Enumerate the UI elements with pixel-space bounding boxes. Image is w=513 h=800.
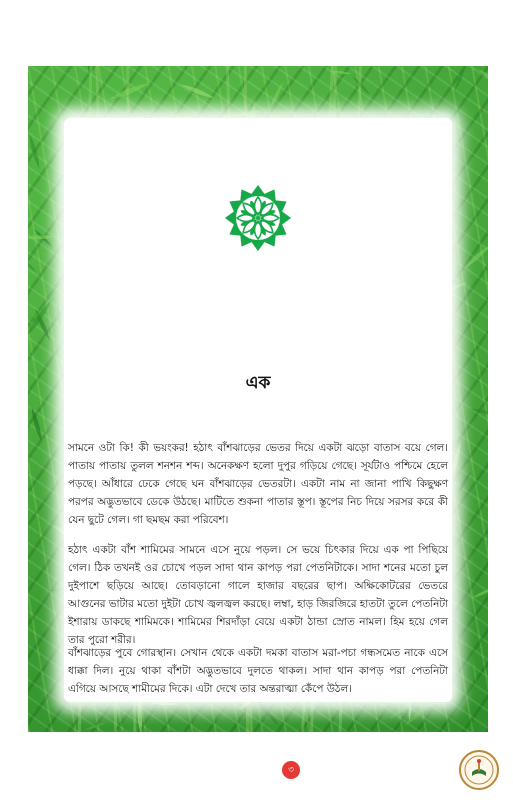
mandala-ornament-icon — [224, 184, 292, 252]
page-number-badge: ৩ — [282, 761, 300, 779]
paragraph-3: বাঁশঝাড়ের পুবে গোরস্থান। সেখান থেকে একটা দমকা বাতাস মরা-পচা গন্ধসমেত নাকে এসে ধাক্কা দিল। নুয়ে থাকা বাঁশটা অদ্ভুতভাবে দুলতে থাকল। সাদা থান কাপড় পরা পেতনিটা এগিয়ে আসছে শামীমের দিকে। এটা দেখে তার অন্তরাত্মা কেঁপে উঠল। — [68, 647, 448, 695]
text-panel — [64, 118, 452, 775]
page-frame — [28, 66, 488, 775]
paragraph-2: হঠাৎ একটা বাঁশ শামিমের সামনে এসে নুয়ে পড়ল। সে ভয়ে চিৎকার দিয়ে এক পা পিছিয়ে গেল। ঠিক তখনই ওর চোখে পড়ল সাদা থান কাপড় পরা পেতনিটাকে। সাদা শনের মতো চুল দুইপাশে ছড়িয়ে আছে। তোবড়ানো গালে হাজার বছরের ছাপ। অক্ষিকোটরের ভেতরে আগুনের ভাটার মতো দুইটা চোখ জ্বলজ্বল করছে। লম্বা, হাড় জিরজিরে হাতটা তুলে পেতনিটা ইশারায় ডাকছে শামিমকে। শামিমের শিরদাঁড়া বেয়ে একটা ঠান্ডা স্রোত নামল। হিম হয়ে গেল তার পুরো শরীর। — [68, 544, 448, 646]
chapter-title: এক — [245, 373, 271, 393]
publisher-logo-icon — [459, 750, 499, 790]
paragraph-1: সামনে ওটা কি! কী ভয়ংকর! হঠাৎ বাঁশঝাড়ের ভেতর দিয়ে একটা ঝড়ো বাতাস বয়ে গেল। পাতায় পাতায় তুলল শনশন শব্দ। অনেকক্ষণ হলো দুপুর গড়িয়ে গেছে। সূর্যটাও পশ্চিমে হেলে পড়ছে। আঁধারে ঢেকে গেছে ঘন বাঁশঝাড়ের ভেতরটা। একটা নাম না জানা পাখি কিছুক্ষণ পরপর অদ্ভুতভাবে ডেকে উঠছে। মাটিতে শুকনা পাতার স্তূপ। স্তূপের নিচ দিয়ে সরসর করে কী যেন ছুটে গেল। গা ছমছম করা পরিবেশ। — [68, 442, 448, 526]
